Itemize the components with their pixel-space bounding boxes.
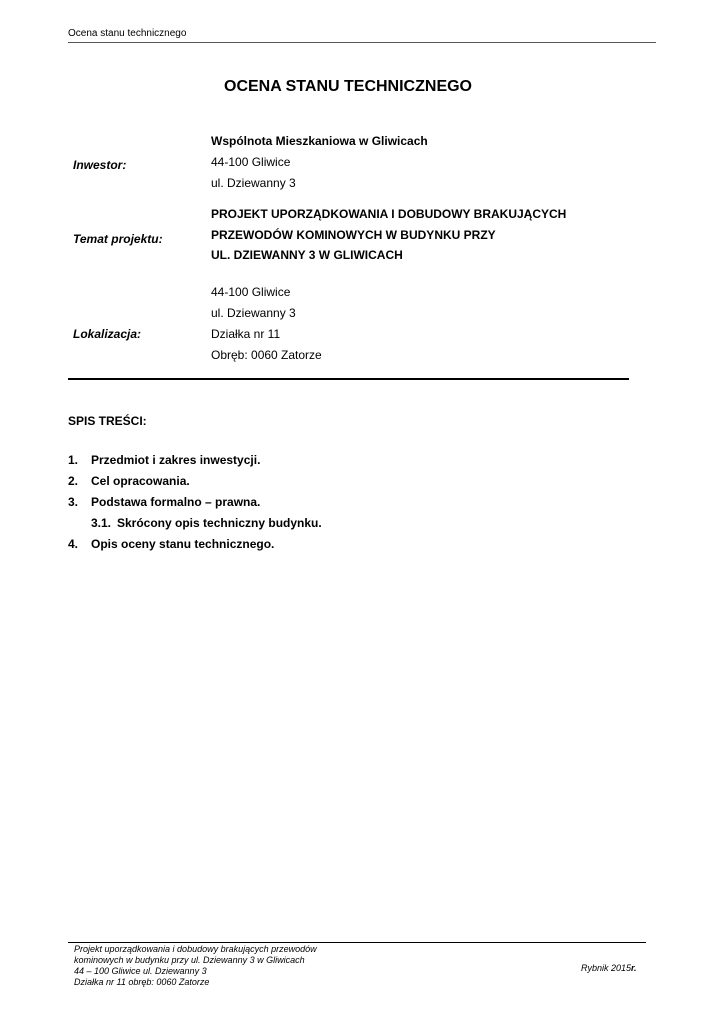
toc-item-text: Cel opracowania. xyxy=(91,474,190,488)
location-precinct: Obręb: 0060 Zatorze xyxy=(211,348,322,362)
toc-subitem-number: 3.1. xyxy=(91,516,112,530)
running-header: Ocena stanu technicznego xyxy=(68,28,187,39)
project-topic-line-3: UL. DZIEWANNY 3 W GLIWICACH xyxy=(211,248,403,262)
toc-item-text: Opis oceny stanu technicznego. xyxy=(91,537,275,551)
toc-item-text: Podstawa formalno – prawna. xyxy=(91,495,261,509)
location-city: 44-100 Gliwice xyxy=(211,285,291,299)
toc-item-number: 1. xyxy=(68,453,79,467)
footer-place-date-suffix: r. xyxy=(631,963,637,973)
investor-name: Wspólnota Mieszkaniowa w Gliwicach xyxy=(211,134,428,148)
section-divider xyxy=(68,378,629,380)
project-topic-label: Temat projektu: xyxy=(73,232,163,246)
investor-city: 44-100 Gliwice xyxy=(211,155,291,169)
project-topic-line-1: PROJEKT UPORZĄDKOWANIA I DOBUDOWY BRAKUJĄCYCH xyxy=(211,207,567,221)
footer-project-line-1: Projekt uporządkowania i dobudowy brakujących przewodów xyxy=(74,944,317,954)
investor-label: Inwestor: xyxy=(73,158,127,172)
footer-divider xyxy=(68,942,646,943)
location-label: Lokalizacja: xyxy=(73,327,142,341)
footer-place-date xyxy=(581,963,637,973)
toc-title: SPIS TREŚCI: xyxy=(68,414,147,428)
toc-item-number: 4. xyxy=(68,537,79,551)
footer-plot-line: Działka nr 11 obręb: 0060 Zatorze xyxy=(74,977,210,987)
location-plot: Działka nr 11 xyxy=(211,327,281,341)
toc-subitem-text: Skrócony opis techniczny budynku. xyxy=(117,516,322,530)
footer-project-line-2: kominowych w budynku przy ul. Dziewanny 3 w Gliwicach xyxy=(74,955,305,965)
toc-item-number: 3. xyxy=(68,495,79,509)
project-topic-line-2: PRZEWODÓW KOMINOWYCH W BUDYNKU PRZY xyxy=(211,228,496,242)
footer-address-line: 44 – 100 Gliwice ul. Dziewanny 3 xyxy=(74,966,207,976)
toc-item-text: Przedmiot i zakres inwestycji. xyxy=(91,453,261,467)
investor-street: ul. Dziewanny 3 xyxy=(211,176,296,190)
toc-item-number: 2. xyxy=(68,474,79,488)
document-title: OCENA STANU TECHNICZNEGO xyxy=(224,78,472,95)
location-street: ul. Dziewanny 3 xyxy=(211,306,296,320)
header-divider xyxy=(68,42,656,43)
footer-place-date-text: Rybnik 2015 xyxy=(581,963,632,973)
